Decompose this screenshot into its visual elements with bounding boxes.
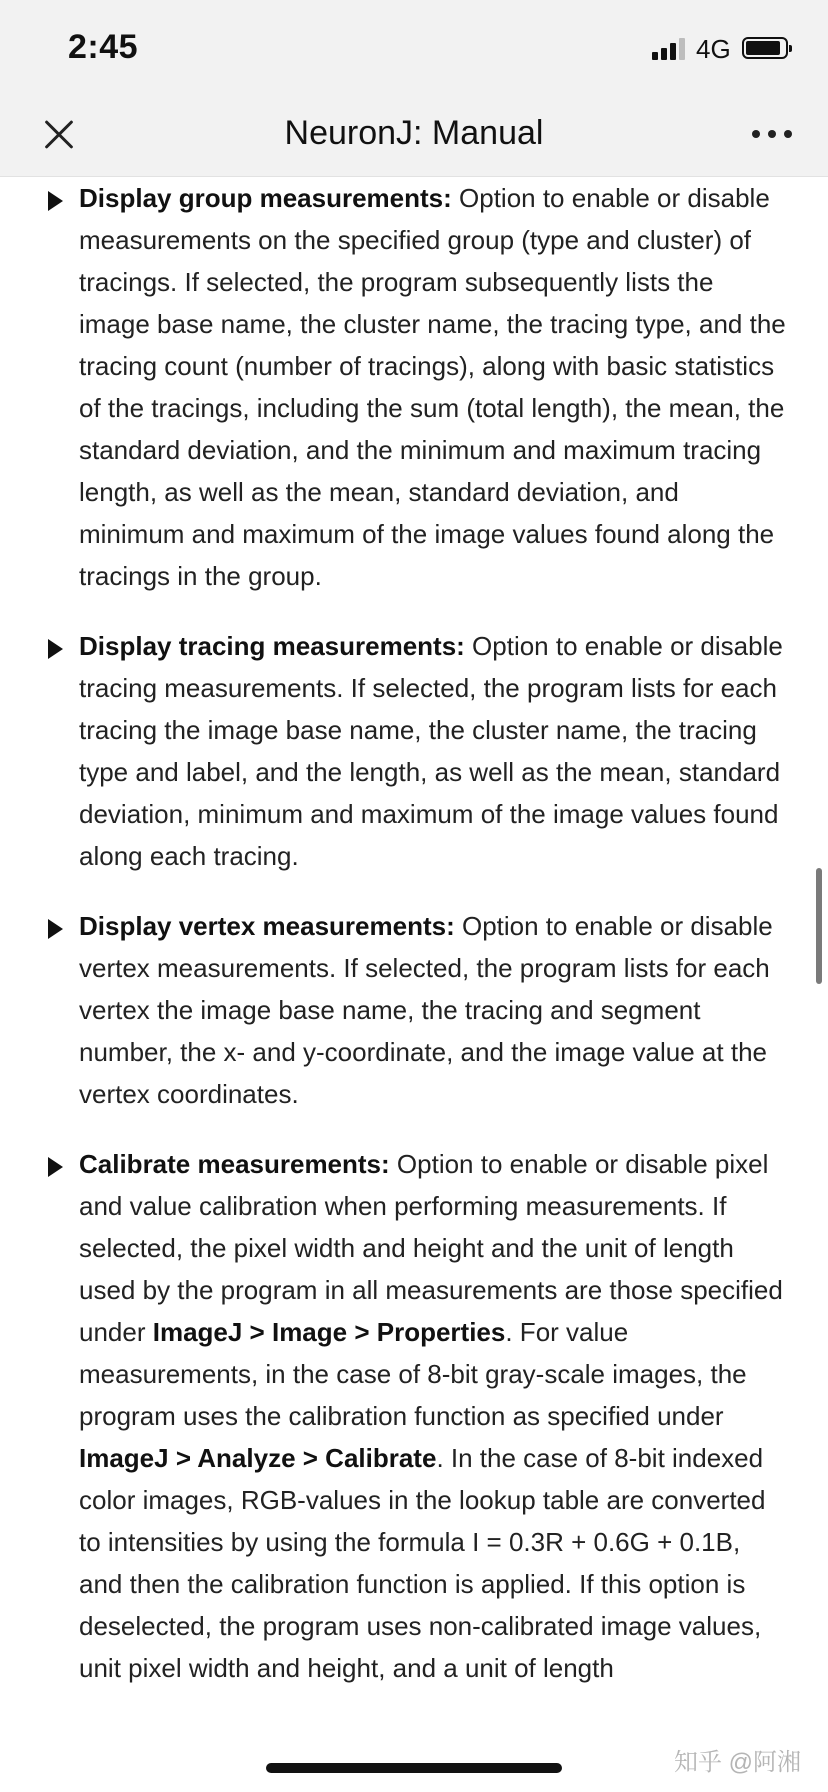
scrollbar[interactable] bbox=[816, 868, 822, 984]
item-text: . In the case of 8-bit indexed color images, RGB-values in the lookup table are converted to intensities by using the formula I = 0.3R + 0.6G + 0.1B, and then the calibration function is applied. If this option is deselected, the program uses non-calibrated image values, unit pixel width and height, and a unit of length bbox=[79, 1443, 766, 1683]
watermark: 知乎 @阿湘 bbox=[674, 1749, 802, 1776]
item-title: Display vertex measurements: bbox=[79, 911, 455, 941]
list-item bbox=[0, 1143, 828, 1689]
menu-path: ImageJ > Analyze > Calibrate bbox=[79, 1443, 437, 1473]
item-text: Option to enable or disable tracing measurements. If selected, the program lists for each tracing the image base name, the cluster name, the tracing type and label, and the length, as well as the mean, standard deviation, minimum and maximum of the image values found along each tracing. bbox=[79, 631, 783, 871]
item-text: Option to enable or disable vertex measurements. If selected, the program lists for each vertex the image base name, the tracing and segment number, the x- and y-coordinate, and the image value at the vertex coordinates. bbox=[79, 911, 773, 1109]
item-text: Option to enable or disable pixel and value calibration when performing measurements. If selected, the pixel width and height and the unit of length used by the program in all measurements are those specified under bbox=[79, 1149, 783, 1347]
triangle-bullet-icon bbox=[48, 191, 63, 211]
list-item bbox=[0, 905, 828, 1115]
home-indicator[interactable] bbox=[266, 1763, 562, 1773]
manual-content bbox=[0, 177, 828, 1717]
item-paragraph bbox=[79, 905, 788, 1115]
item-title: Display tracing measurements: bbox=[79, 631, 465, 661]
triangle-bullet-icon bbox=[48, 919, 63, 939]
page-title: NeuronJ: Manual bbox=[284, 114, 544, 152]
item-title: Calibrate measurements: bbox=[79, 1149, 390, 1179]
list-item bbox=[0, 177, 828, 597]
battery-icon bbox=[742, 37, 788, 59]
signal-icon bbox=[652, 38, 688, 60]
item-text: . For value measurements, in the case of 8-bit gray-scale images, the program uses the calibration function as specified under bbox=[79, 1317, 747, 1431]
list-item bbox=[0, 625, 828, 877]
menu-path: ImageJ > Image > Properties bbox=[152, 1317, 506, 1347]
more-icon[interactable] bbox=[750, 122, 794, 146]
triangle-bullet-icon bbox=[48, 639, 63, 659]
item-paragraph bbox=[79, 177, 788, 597]
nav-bar bbox=[0, 96, 828, 177]
status-bar bbox=[0, 0, 828, 96]
triangle-bullet-icon bbox=[48, 1157, 63, 1177]
status-time: 2:45 bbox=[68, 28, 139, 66]
item-paragraph bbox=[79, 1143, 788, 1689]
item-paragraph bbox=[79, 625, 788, 877]
item-text: Option to enable or disable measurements on the specified group (type and cluster) of tracings. If selected, the program subsequently lists the image base name, the cluster name, the tracing type, and the tracing count (number of tracings), along with basic statistics of the tracings, including the sum (total length), the mean, the standard deviation, and the minimum and maximum tracing length, as well as the mean, standard deviation, and minimum and maximum of the image values found along the tracings in the group. bbox=[79, 183, 786, 591]
item-title: Display group measurements: bbox=[79, 183, 452, 213]
network-label: 4G bbox=[696, 34, 731, 64]
